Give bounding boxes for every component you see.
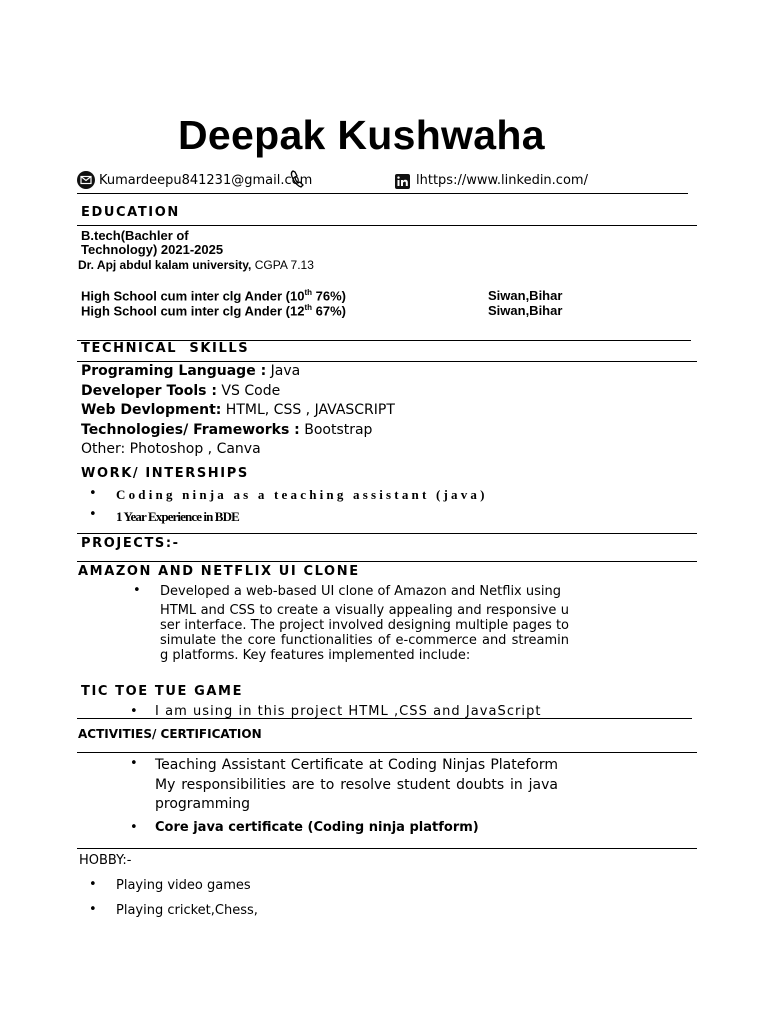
section-heading-skills: TECHNICAL SKILLS: [81, 341, 250, 356]
skill-frameworks-value: Bootstrap: [299, 422, 373, 438]
school-1-sup: th: [304, 288, 312, 297]
divider-education: [77, 225, 697, 226]
skill-web-label: Web Devlopment:: [81, 402, 222, 418]
bullet-icon: •: [130, 820, 138, 835]
school-1-location: Siwan,Bihar: [488, 288, 563, 303]
school-1-text: High School cum inter clg Ander (10: [81, 288, 305, 304]
skill-other: Other: Photoshop , Canva: [81, 441, 261, 457]
skill-web: [81, 402, 395, 418]
hobby-item-1: Playing video games: [116, 878, 251, 893]
university-name: Dr. Apj abdul kalam university,: [78, 258, 252, 272]
skill-language-label: Programing Language :: [81, 363, 267, 379]
section-heading-work: WORK/ INTERSHIPS: [81, 466, 249, 481]
email-icon: [77, 171, 95, 189]
project-1-line-1: Developed a web-based UI clone of Amazon and Netflix using: [160, 584, 561, 599]
skill-web-value: HTML, CSS , JAVASCRIPT: [221, 402, 395, 418]
linkedin-link[interactable]: lhttps://www.linkedin.com/: [416, 173, 588, 188]
skill-language: [81, 363, 300, 379]
degree-line-1: B.tech(Bachler of: [81, 228, 189, 243]
divider-projects: [77, 561, 697, 562]
skill-tools-label: Developer Tools :: [81, 383, 217, 399]
bullet-icon: •: [89, 902, 97, 917]
hobby-item-2: Playing cricket,Chess,: [116, 903, 258, 918]
bullet-icon: •: [89, 486, 97, 501]
project-2-line: I am using in this project HTML ,CSS and JavaScript: [155, 704, 542, 719]
linkedin-icon: [395, 174, 410, 189]
school-1: [81, 288, 346, 303]
project-1-title: AMAZON AND NETFLIX UI CLONE: [78, 564, 360, 579]
school-2-score: 67%): [312, 303, 346, 319]
activity-item-2: Core java certificate (Coding ninja platform): [155, 820, 479, 835]
project-1-description: HTML and CSS to create a visually appealing and responsive user interface. The project involved designing multiple pages to simulate the core functionalities of e-commerce and streaming platforms. Key features implemented include:: [160, 603, 569, 663]
divider-activities: [77, 752, 697, 753]
bullet-icon: •: [130, 704, 138, 719]
divider-activities-top: [77, 718, 692, 719]
work-item-2: 1 Year Experience in BDE: [116, 509, 239, 524]
skill-frameworks: [81, 422, 372, 438]
school-1-score: 76%): [312, 288, 346, 304]
email-text[interactable]: Kumardeepu841231@gmail.com: [99, 173, 313, 188]
skill-tools: [81, 383, 280, 399]
skill-language-value: Java: [266, 363, 301, 379]
work-item-1: Coding ninja as a teaching assistant (java): [116, 487, 488, 502]
university-line: [78, 258, 314, 272]
activity-item-1: Teaching Assistant Certificate at Coding Ninjas Plateform My responsibilities are to resolve student doubts in java programming: [155, 757, 558, 812]
section-heading-education: EDUCATION: [81, 205, 180, 220]
bullet-icon: •: [89, 877, 97, 892]
divider-skills: [77, 361, 697, 362]
divider-hobby: [77, 848, 697, 849]
school-2: [81, 303, 346, 318]
project-2-title: TIC TOE TUE GAME: [81, 684, 244, 699]
resume-name: Deepak Kushwaha: [178, 112, 545, 158]
skill-tools-value: VS Code: [216, 383, 281, 399]
section-heading-projects: PROJECTS:-: [81, 536, 180, 551]
bullet-icon: •: [89, 507, 97, 522]
section-heading-hobby: HOBBY:-: [79, 853, 132, 868]
bullet-icon: •: [130, 756, 138, 771]
phone-icon: [290, 170, 304, 193]
school-2-text: High School cum inter clg Ander (12: [81, 303, 305, 319]
school-2-sup: th: [304, 303, 312, 312]
section-heading-activities: ACTIVITIES/ CERTIFICATION: [78, 727, 262, 741]
degree-line-2: Technology) 2021-2025: [81, 242, 224, 257]
skill-frameworks-label: Technologies/ Frameworks :: [81, 422, 300, 438]
school-2-location: Siwan,Bihar: [488, 303, 563, 318]
divider-projects-top: [77, 533, 697, 534]
divider-contact: [77, 193, 688, 194]
cgpa: CGPA 7.13: [254, 258, 314, 272]
bullet-icon: •: [133, 583, 141, 598]
